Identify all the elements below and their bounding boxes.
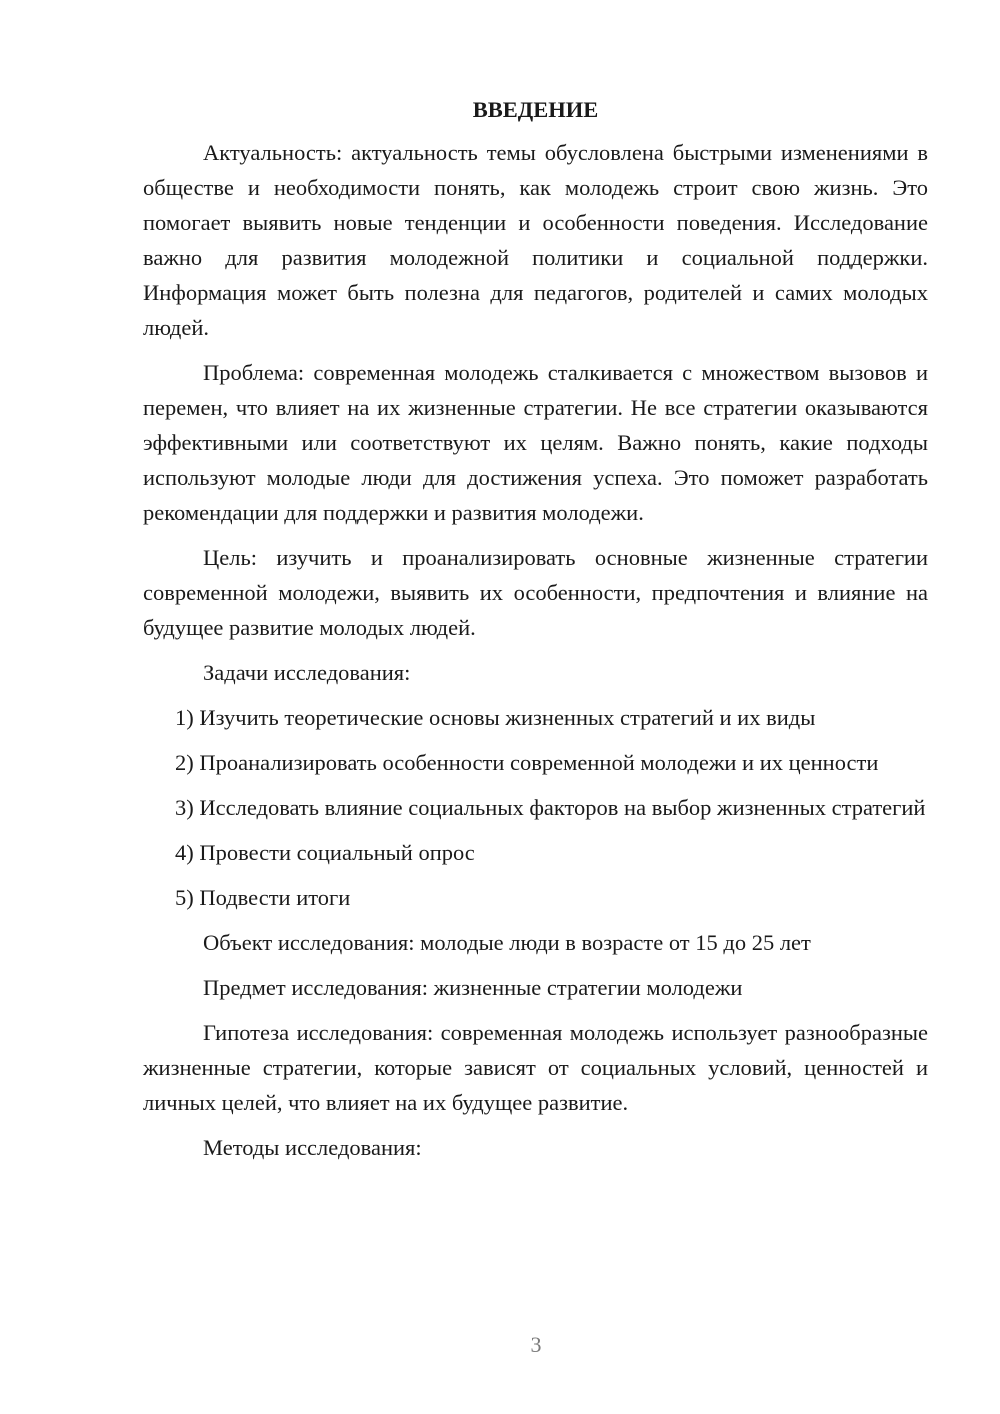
- methods-title: Методы исследования:: [203, 1135, 422, 1160]
- task-item: 2) Проанализировать особенности современной молодежи и их ценности: [175, 750, 879, 775]
- subject-line: Предмет исследования: жизненные стратегии молодежи: [203, 975, 743, 1000]
- page-number: 3: [530, 1332, 542, 1357]
- hypothesis-paragraph: Гипотеза исследования: современная молодежь использует разнообразные жизненные стратегии, которые зависят от социальных условий, ценностей и личных целей, что влияет на их будущее развитие.: [143, 1020, 928, 1115]
- task-item: 1) Изучить теоретические основы жизненных стратегий и их виды: [175, 705, 816, 730]
- problem-paragraph: Проблема: современная молодежь сталкивается с множеством вызовов и перемен, что влияет на их жизненные стратегии. Не все стратегии оказываются эффективными или соответствуют их целям. Важно понять, какие подходы используют молодые люди для достижения успеха. Это поможет разработать рекомендации для поддержки и развития молодежи.: [143, 360, 928, 525]
- task-item: 4) Провести социальный опрос: [175, 840, 475, 865]
- task-item: 3) Исследовать влияние социальных факторов на выбор жизненных стратегий: [175, 795, 926, 820]
- tasks-title: Задачи исследования:: [203, 660, 411, 685]
- goal-paragraph: Цель: изучить и проанализировать основные жизненные стратегии современной молодежи, выявить их особенности, предпочтения и влияние на будущее развитие молодых людей.: [143, 545, 928, 640]
- relevance-paragraph: Актуальность: актуальность темы обусловлена быстрыми изменениями в обществе и необходимости понять, как молодежь строит свою жизнь. Это помогает выявить новые тенденции и особенности поведения. Исследование важно для развития молодежной политики и социальной поддержки. Информация может быть полезна для педагогов, родителей и самих молодых людей.: [143, 140, 928, 340]
- tasks-list: [143, 700, 928, 915]
- document-body: [143, 92, 928, 1175]
- section-heading: ВВЕДЕНИЕ: [472, 97, 599, 122]
- task-item: 5) Подвести итоги: [175, 885, 351, 910]
- object-line: Объект исследования: молодые люди в возрасте от 15 до 25 лет: [203, 930, 811, 955]
